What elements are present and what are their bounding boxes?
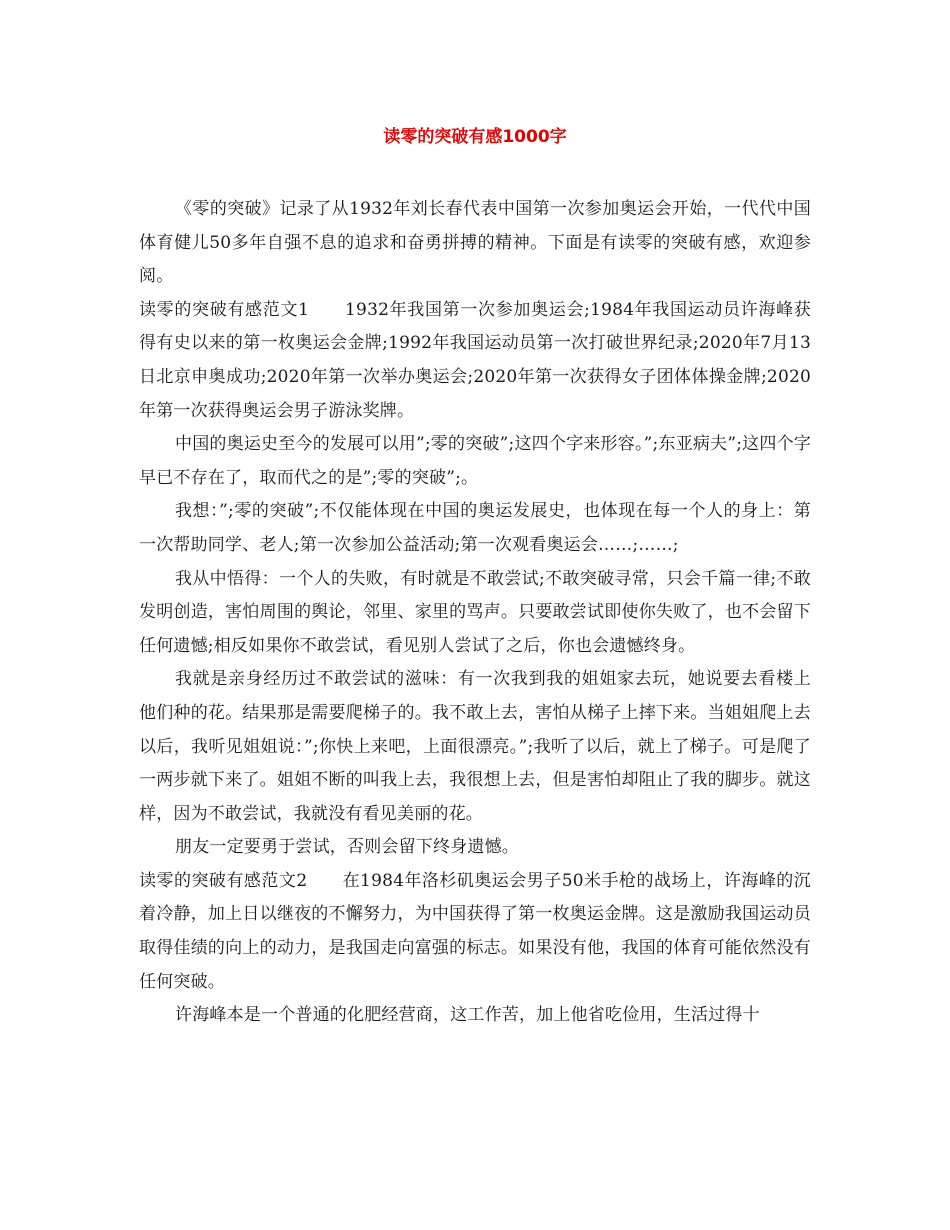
paragraph-essay-2-heading: 读零的突破有感范文2 在1984年洛杉矶奥运会男子50米手枪的战场上，许海峰的沉着冷静，加上日以继夜的不懈努力，为中国获得了第一枚奥运金牌。这是激励我国运动员取得佳绩的向上的动力，是我国走向富强的标志。如果没有他，我国的体育可能依然没有任何突破。	[139, 870, 811, 992]
paragraph: 朋友一定要勇于尝试，否则会留下终身遗憾。	[175, 837, 519, 858]
paragraph: 许海峰本是一个普通的化肥经营商，这工作苦，加上他省吃俭用，生活过得十	[175, 1005, 760, 1026]
document-title: 读零的突破有感1000字	[383, 127, 567, 147]
document-body	[139, 193, 811, 1033]
paragraph: 我想：”;零的突破”;不仅能体现在中国的奥运发展史，也体现在每一个人的身上：第一次帮助同学、老人;第一次参加公益活动;第一次观看奥运会……;……;	[139, 501, 811, 555]
paragraph: 我就是亲身经历过不敢尝试的滋味：有一次我到我的姐姐家去玩，她说要去看楼上他们种的花。结果那是需要爬梯子的。我不敢上去，害怕从梯子上摔下来。当姐姐爬上去以后，我听见姐姐说：”;你快上来吧，上面很漂亮。”;我听了以后，就上了梯子。可是爬了一两步就下来了。姐姐不断的叫我上去，我很想上去，但是害怕却阻止了我的脚步。就这样，因为不敢尝试，我就没有看见美丽的花。	[139, 669, 811, 824]
paragraph: 我从中悟得：一个人的失败，有时就是不敢尝试;不敢突破寻常，只会千篇一律;不敢发明创造，害怕周围的舆论，邻里、家里的骂声。只要敢尝试即使你失败了，也不会留下任何遗憾;相反如果你不敢尝试，看见别人尝试了之后，你也会遗憾终身。	[139, 568, 811, 656]
paragraph: 中国的奥运史至今的发展可以用”;零的突破”;这四个字来形容。”;东亚病夫”;这四个字早已不存在了，取而代之的是”;零的突破”;。	[139, 434, 811, 488]
paragraph-essay-1-heading: 读零的突破有感范文1 1932年我国第一次参加奥运会;1984年我国运动员许海峰获得有史以来的第一枚奥运会金牌;1992年我国运动员第一次打破世界纪录;2020年7月13日北京申奥成功;2020年第一次举办奥运会;2020年第一次获得女子团体体操金牌;2020年第一次获得奥运会男子游泳奖牌。	[139, 299, 811, 421]
paragraph-intro: 《零的突破》记录了从1932年刘长春代表中国第一次参加奥运会开始，一代代中国体育健儿50多年自强不息的追求和奋勇拼搏的精神。下面是有读零的突破有感，欢迎参阅。	[139, 199, 811, 287]
